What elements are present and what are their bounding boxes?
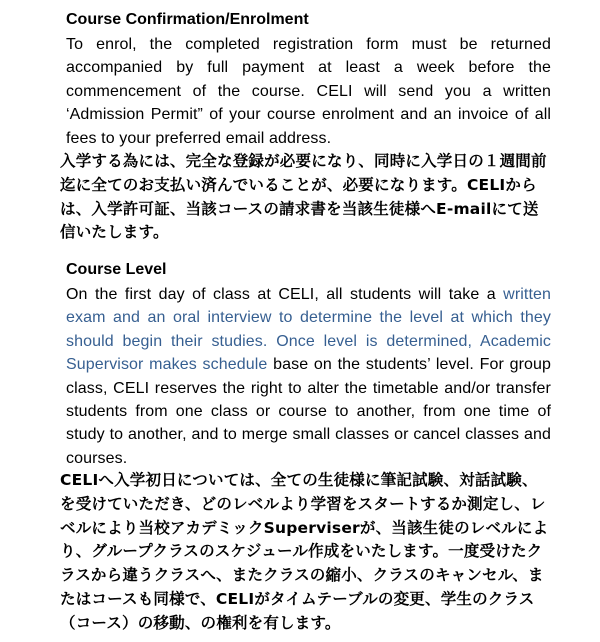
- level-text-start: On the first day of class at CELI, all students will take a: [66, 286, 496, 303]
- level-paragraph-en: [66, 283, 551, 470]
- enrolment-paragraph-ja: 入学する為には、完全な登録が必要になり、同時に入学日の１週間前迄に全てのお支払い済んでいることが、必要になります。CELIからは、入学許可証、当該コースの請求書を当該生徒様へE-mailにて送信いたします。: [60, 152, 547, 242]
- enrolment-paragraph-en: To enrol, the completed registration form must be returned accompanied by full payment at least a week before the commencement of the course. CELI will send you a written ‘Admission Permit” of your course enrolment and an invoice of all fees to your preferred email address.: [66, 36, 551, 147]
- enrolment-heading: Course Confirmation/Enrolment: [66, 11, 309, 28]
- level-text-highlight: written exam and an oral interview to determine the level at which they should begin their studies. Once level is determined, Academic Supervisor makes schedule: [66, 286, 551, 374]
- level-paragraph-ja: CELIへ入学初日については、全ての生徒様に筆記試験、対話試験、を受けていただき、どのレベルより学習をスタートするか測定し、レベルにより当校アカデミックSuperviserが、当該生徒のレベルにより、グループクラスのスケジュール作成をいたします。一度受けたクラスから違うクラスへ、またクラスの縮小、クラスのキャンセル、またはコースも同様で、CELIがタイムテーブルの変更、学生のクラス（コース）の移動、の権利を有します。: [60, 471, 549, 632]
- level-heading: Course Level: [66, 261, 167, 278]
- level-text-end: base on the students’ level. For group class, CELI reserves the right to alter the timetable and/or transfer students from one class or course to another, from one time of study to another, and to merge small classes or cancel classes and courses.: [66, 356, 551, 467]
